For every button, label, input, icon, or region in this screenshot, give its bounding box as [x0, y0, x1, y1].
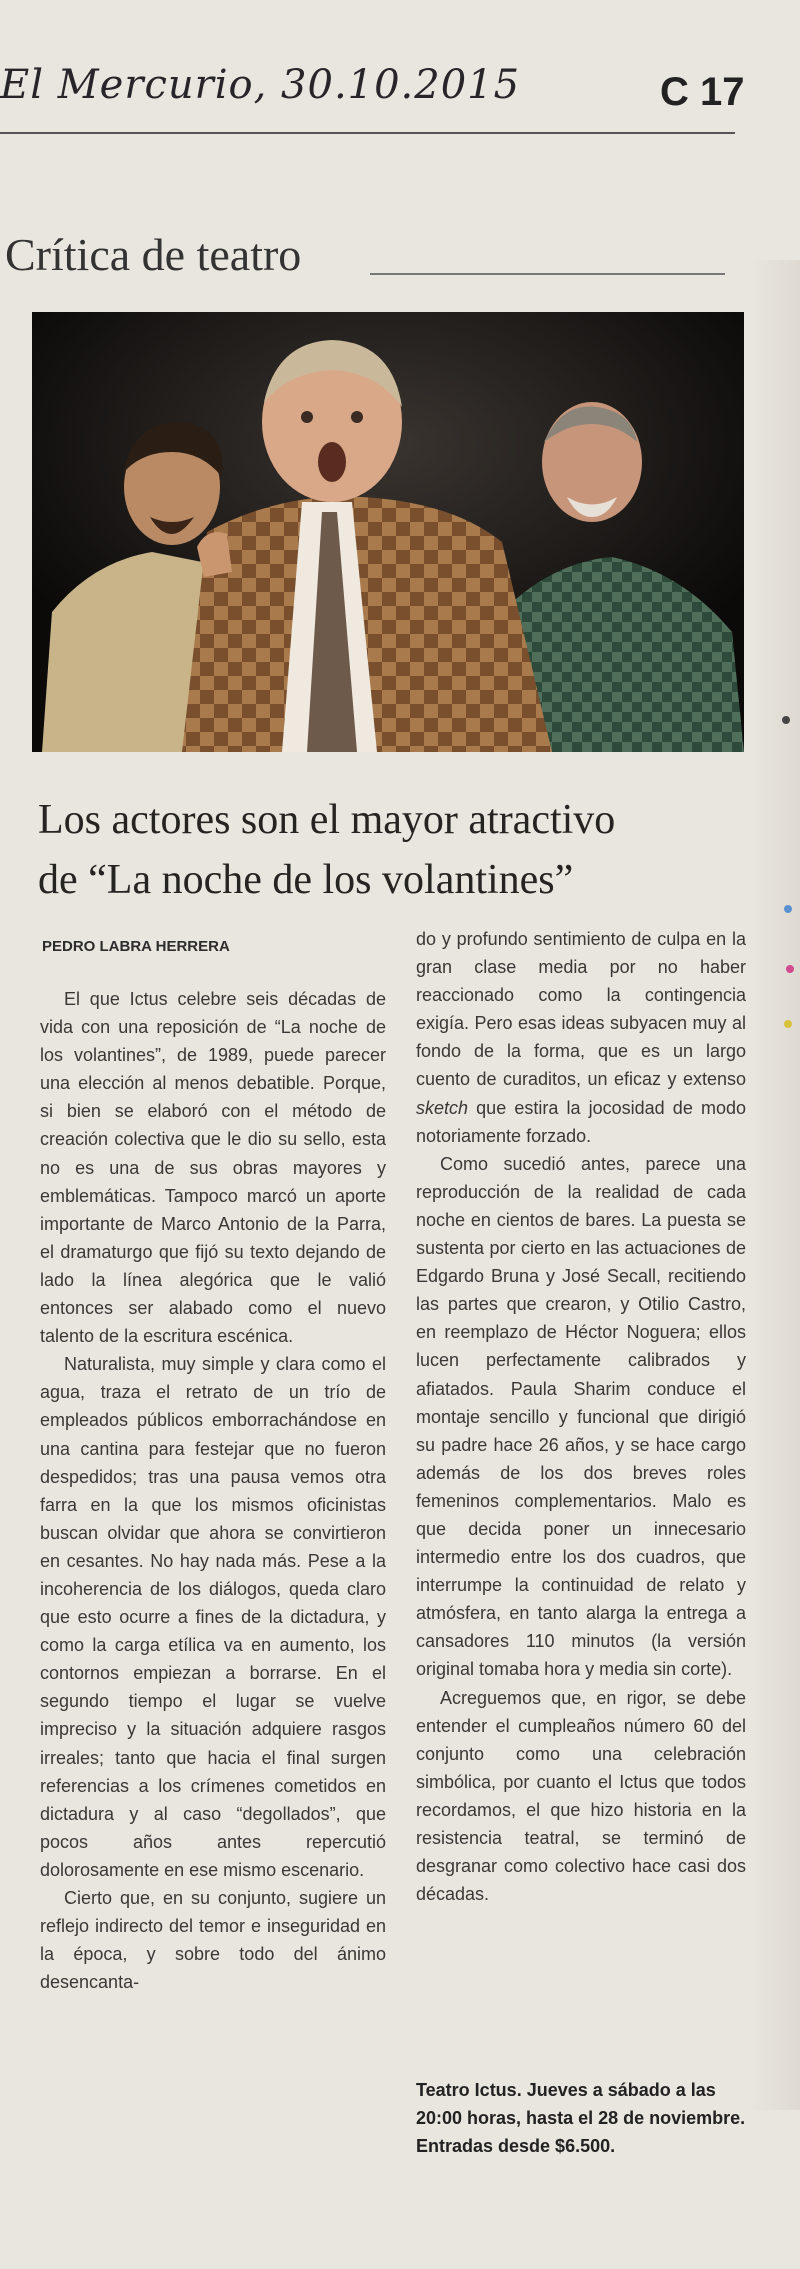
continuation-end: que estira la jocosidad de modo notoriamente forzado.	[416, 1097, 746, 1146]
body-paragraph: Naturalista, muy simple y clara como el agua, traza el retrato de un trío de empleados públicos emborrachándose en una cantina para festejar que no fueron despedidos; tras una pausa vemos otra farra en la que los mismos oficinistas buscan olvidar que ahora se convirtieron en cesantes. No hay nada más. Pese a la incoherencia de los diálogos, queda claro que esto ocurre a fines de la dictadura, y como la carga etílica va en aumento, los contornos empiezan a borrarse. En el segundo tiempo el lugar se vuelve impreciso y la situación adquiere rasgos irreales; tanto que hacia el final surgen referencias a los crímenes cometidos en dictadura y al caso “degollados”, que pocos años antes repercutió dolorosamente en ese mismo escenario.	[40, 1354, 386, 1880]
section-title-rule	[370, 273, 725, 275]
margin-mark	[784, 905, 792, 913]
article-headline	[38, 790, 738, 910]
photo-three-actors	[32, 312, 744, 752]
margin-mark	[786, 965, 794, 973]
article-column-right	[416, 925, 746, 1908]
body-paragraph: Como sucedió antes, parece una reproducción de la realidad de cada noche en cientos de bares. La puesta se sustenta por cierto en las actuaciones de Edgardo Bruna y José Secall, recitiendo las partes que crearon, y Otilio Castro, en reemplazo de Héctor Noguera; ellos lucen perfectamente calibrados y afiatados. Paula Sharim conduce el montaje sencillo y funcional que dirigió su padre hace 26 años, y se hace cargo además de los dos breves roles femeninos complementarios. Malo es que decida poner un innecesario intermedio entre los dos cuadros, que interrumpe la continuidad de relato y atmósfera, en tanto alarga la entrega a cansadores 110 minutos (la versión original tomaba hora y media sin corte).	[416, 1153, 746, 1680]
stage-photo-illustration	[32, 312, 744, 752]
section-title: Crítica de teatro	[5, 229, 302, 280]
adjacent-page-bleed	[748, 260, 800, 2110]
continuation-text: do y profundo sentimiento de culpa en la gran clase media por no haber reaccionado como la contingencia exigía. Pero esas ideas subyacen muy al fondo de la forma, que es un largo cuento de curaditos, un eficaz y extenso	[416, 929, 746, 1090]
italic-word-sketch: sketch	[416, 1097, 469, 1118]
header-divider	[0, 132, 735, 134]
article-column-left	[40, 985, 386, 1996]
handwritten-date-note: El Mercurio, 30.10.2015	[0, 62, 521, 108]
margin-mark	[782, 716, 790, 724]
margin-mark	[784, 1020, 792, 1028]
byline: PEDRO LABRA HERRERA	[42, 938, 230, 955]
body-paragraph: Cierto que, en su conjunto, sugiere un reflejo indirecto del temor e inseguridad en la época, y sobre todo del ánimo desencanta-	[40, 1888, 386, 1993]
body-paragraph-continuation	[416, 925, 746, 1150]
page-number: C 17	[660, 70, 745, 114]
body-paragraph: El que Ictus celebre seis décadas de vida con una reposición de “La noche de los volantines”, de 1989, puede parecer una elección al menos debatible. Porque, si bien se elaboró con el método de creación colectiva que le dio su sello, esta no es una de sus obras mayores y emblemáticas. Tampoco marcó un aporte importante de Marco Antonio de la Parra, el dramaturgo que fijó su texto dejando de lado la línea alegórica que le valió entonces ser alabado como el nuevo talento de la escritura escénica.	[40, 989, 386, 1347]
headline-line-1: Los actores son el mayor atractivo	[38, 797, 616, 843]
show-info-box: Teatro Ictus. Jueves a sábado a las 20:00 horas, hasta el 28 de noviembre. Entradas desde $6.500.	[416, 2080, 746, 2156]
body-paragraph: Acreguemos que, en rigor, se debe entender el cumpleaños número 60 del conjunto como una celebración simbólica, por cuanto el Ictus que todos recordamos, el que hizo historia en la resistencia teatral, se terminó de desgranar como colectivo hace casi dos décadas.	[416, 1687, 746, 1905]
headline-line-2: de “La noche de los volantines”	[38, 857, 574, 903]
